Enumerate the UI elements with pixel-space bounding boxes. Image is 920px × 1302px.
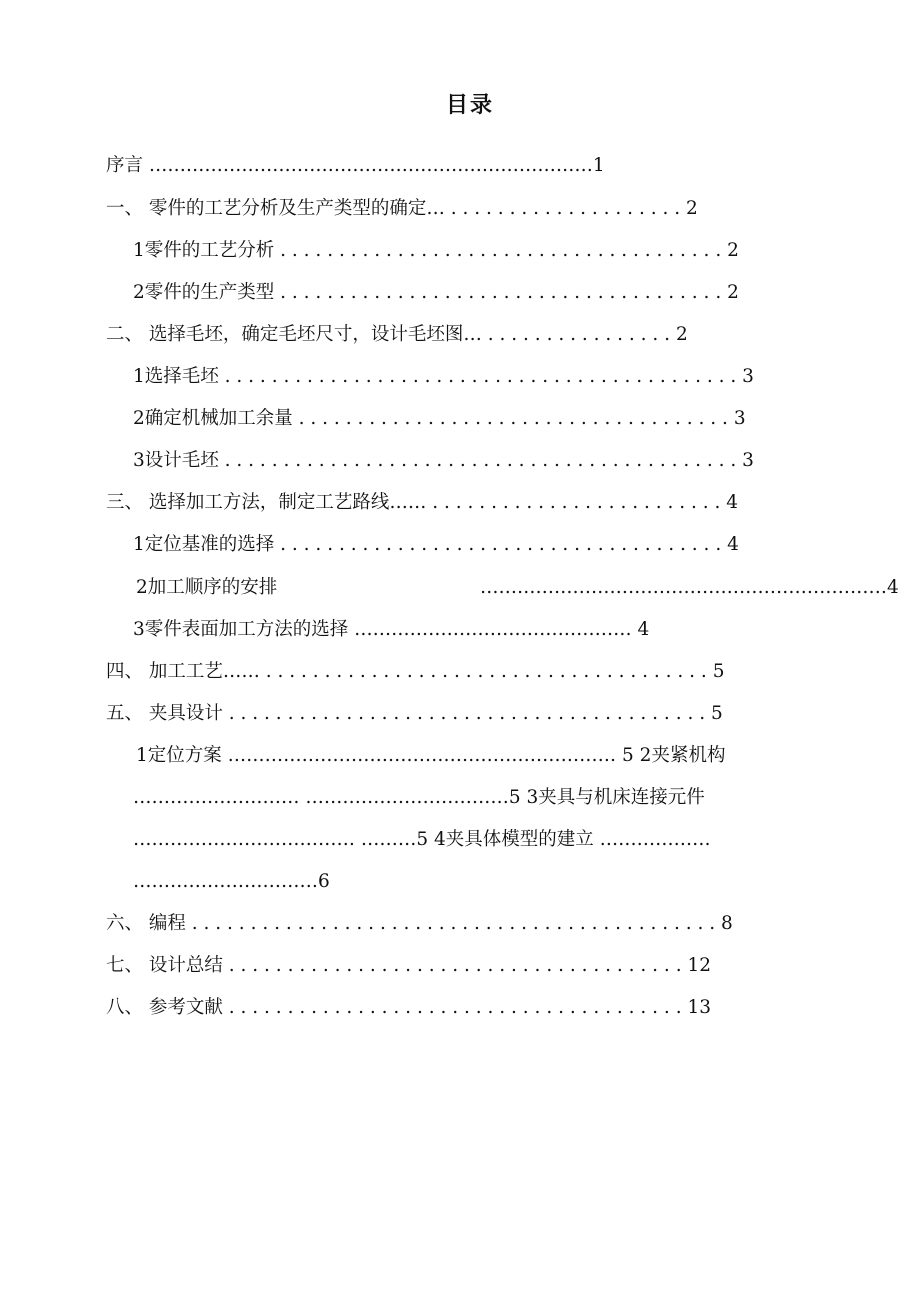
toc-entry-chapter-2: 二、 选择毛坯，确定毛坯尺寸，设计毛坯图… . . . . . . . . . . . . . . . . 2 xyxy=(106,324,688,345)
toc-entry-3-3: 3零件表面加工方法的选择 ……………………………………… 4 xyxy=(133,619,650,640)
toc-entry-2-2: 2确定机械加工余量 . . . . . . . . . . . . . . . . . . . . . . . . . . . . . . . . . . . . . 3 xyxy=(133,408,746,429)
toc-entry-3-1: 1定位基准的选择 . . . . . . . . . . . . . . . . . . . . . . . . . . . . . . . . . . . . . . 4 xyxy=(133,534,739,555)
toc-entry-5-wrap-1: 1定位方案 ……………………………………………………… 5 2夹紧机构 xyxy=(136,745,726,766)
toc-entry-chapter-8: 八、 参考文献 . . . . . . . . . . . . . . . . . . . . . . . . . . . . . . . . . . . . . . . 13 xyxy=(106,997,711,1018)
toc-entry-2-3: 3设计毛坯 . . . . . . . . . . . . . . . . . . . . . . . . . . . . . . . . . . . . . . . . . . . . 3 xyxy=(133,450,754,471)
toc-entry-3-2-leader: …………………………………………………………4 xyxy=(480,577,899,598)
toc-entry-3-2-label: 2加工顺序的安排 xyxy=(136,577,278,598)
toc-entry-5-wrap-2: ……………………… ……………………………5 3夹具与机床连接元件 xyxy=(133,787,705,808)
toc-entry-chapter-5: 五、 夹具设计 . . . . . . . . . . . . . . . . . . . . . . . . . . . . . . . . . . . . . . . . . 5 xyxy=(106,703,723,724)
toc-entry-chapter-1: 一、 零件的工艺分析及生产类型的确定… . . . . . . . . . . . . . . . . . . . . 2 xyxy=(106,198,698,219)
toc-entry-1-2: 2零件的生产类型 . . . . . . . . . . . . . . . . . . . . . . . . . . . . . . . . . . . . . . 2 xyxy=(133,282,739,303)
toc-entry-chapter-3: 三、 选择加工方法，制定工艺路线…… . . . . . . . . . . . . . . . . . . . . . . . . . 4 xyxy=(106,492,739,513)
toc-title: 目录 xyxy=(445,92,494,118)
toc-entry-5-wrap-3: ……………………………… ………5 4夹具体模型的建立 ……………… xyxy=(133,829,711,850)
toc-entry-chapter-6: 六、 编程 . . . . . . . . . . . . . . . . . . . . . . . . . . . . . . . . . . . . . . . . . . . . . 8 xyxy=(106,913,733,934)
toc-entry-1-1: 1零件的工艺分析 . . . . . . . . . . . . . . . . . . . . . . . . . . . . . . . . . . . . . . 2 xyxy=(133,240,739,261)
toc-entry-chapter-4: 四、 加工工艺…… . . . . . . . . . . . . . . . . . . . . . . . . . . . . . . . . . . . . . . 5 xyxy=(106,661,725,682)
toc-entry-5-wrap-4: …………………………6 xyxy=(133,871,330,892)
toc-entry-2-1: 1选择毛坯 . . . . . . . . . . . . . . . . . . . . . . . . . . . . . . . . . . . . . . . . . . . . 3 xyxy=(133,366,754,387)
toc-entry-chapter-7: 七、 设计总结 . . . . . . . . . . . . . . . . . . . . . . . . . . . . . . . . . . . . . . . 12 xyxy=(106,955,711,976)
toc-entry-preface: 序言 ………………………………………………………………1 xyxy=(106,155,605,176)
